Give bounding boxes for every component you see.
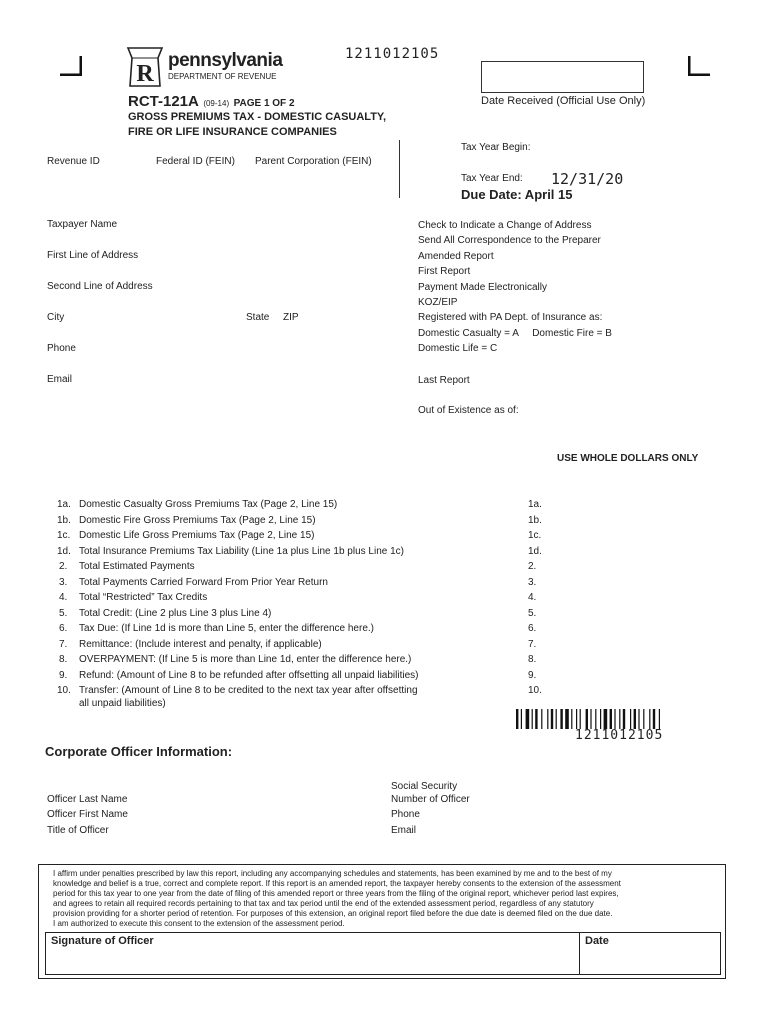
line-entry[interactable]: 6. — [528, 623, 537, 634]
date-label: Date — [585, 935, 609, 947]
tax-year-begin-label: Tax Year Begin: — [461, 142, 531, 153]
check-payment-electronic[interactable]: Payment Made Electronically — [418, 282, 547, 293]
date-received-box[interactable] — [481, 61, 644, 93]
check-change-address[interactable]: Check to Indicate a Change of Address — [418, 220, 592, 231]
officer-email-label: Email — [391, 825, 417, 836]
casualty-fire-codes: Domestic Casualty = A Domestic Fire = B — [418, 328, 612, 339]
form-title-row — [128, 93, 295, 111]
line-number: 6. — [59, 623, 68, 634]
form-version: (09-14) — [203, 99, 230, 108]
affirmation-text — [53, 869, 719, 929]
line-entry[interactable]: 2. — [528, 561, 537, 572]
check-send-preparer[interactable]: Send All Correspondence to the Preparer — [418, 235, 601, 246]
life-code: Domestic Life = C — [418, 343, 498, 354]
tax-year-end-label: Tax Year End: — [461, 173, 523, 184]
officer-phone-label: Phone — [391, 809, 420, 820]
line-description: Total Payments Carried Forward From Prior Year Return — [79, 577, 328, 588]
affirmation-line: provision providing for a shorter period of retention. For purposes of this extension, an original report filed before the due date is deemed filed on the due date. — [53, 909, 613, 918]
line-entry[interactable]: 3. — [528, 577, 537, 588]
brand-name: pennsylvania — [168, 50, 283, 71]
line-number: 1a. — [57, 499, 71, 510]
line-description: Domestic Life Gross Premiums Tax (Page 2, Line 15) — [79, 530, 315, 541]
corner-mark-top-left — [60, 56, 82, 76]
phone-label: Phone — [47, 343, 76, 354]
line-entry[interactable]: 7. — [528, 639, 537, 650]
line-description: OVERPAYMENT: (If Line 5 is more than Line 1d, enter the difference here.) — [79, 654, 412, 665]
address1-label: First Line of Address — [47, 250, 139, 261]
officer-last-name-label: Officer Last Name — [47, 794, 128, 805]
whole-dollars-note: USE WHOLE DOLLARS ONLY — [557, 453, 699, 464]
page-label: PAGE 1 OF 2 — [233, 98, 295, 109]
line-number: 7. — [59, 639, 68, 650]
check-amended-report[interactable]: Amended Report — [418, 251, 494, 262]
out-of-existence-label: Out of Existence as of: — [418, 405, 519, 416]
line-number: 1c. — [57, 530, 71, 541]
affirmation-line: knowledge and belief is a true, correct and complete report. If this report is an amended report, the taxpayer hereby consents to the extension of the assessment — [53, 879, 621, 888]
form-title-line2: FIRE OR LIFE INSURANCE COMPANIES — [128, 126, 337, 138]
officer-ssn-label-2: Number of Officer — [391, 794, 470, 805]
line-number: 10. — [57, 685, 71, 696]
line-number: 5. — [59, 608, 68, 619]
check-koz-eip[interactable]: KOZ/EIP — [418, 297, 458, 308]
line-description: Total Estimated Payments — [79, 561, 195, 572]
form-title-line1: GROSS PREMIUMS TAX - DOMESTIC CASUALTY, — [128, 111, 387, 123]
state-label: State — [246, 312, 270, 323]
line-entry[interactable]: 8. — [528, 654, 537, 665]
affirmation-line: and agrees to retain all required records pertaining to that tax and tax period until the end of the extended assessment period, regardless of any statutory — [53, 899, 594, 908]
officer-ssn-label-1: Social Security — [391, 781, 458, 792]
line-description: Remittance: (Include interest and penalty, if applicable) — [79, 639, 322, 650]
form-code: RCT-121A — [128, 93, 199, 110]
affirmation-line: I am authorized to execute this consent to the extension of the assessment period. — [53, 919, 345, 928]
keystone-logo-icon — [126, 46, 164, 88]
corner-mark-top-right — [688, 56, 710, 76]
line-number: 9. — [59, 670, 68, 681]
registered-label: Registered with PA Dept. of Insurance as: — [418, 312, 603, 323]
city-label: City — [47, 312, 65, 323]
line-entry[interactable]: 1b. — [528, 515, 542, 526]
line-description: Tax Due: (If Line 1d is more than Line 5, enter the difference here.) — [79, 623, 374, 634]
line-entry[interactable]: 4. — [528, 592, 537, 603]
line-entry[interactable]: 1c. — [528, 530, 542, 541]
line-description: Domestic Casualty Gross Premiums Tax (Page 2, Line 15) — [79, 499, 338, 510]
line-entry[interactable]: 10. — [528, 685, 542, 696]
parent-corp-label: Parent Corporation (FEIN) — [255, 156, 372, 167]
bottom-barcode-number: 1211012105 — [575, 728, 664, 743]
line-number: 8. — [59, 654, 68, 665]
due-date: Due Date: April 15 — [461, 187, 573, 202]
officer-heading: Corporate Officer Information: — [45, 744, 233, 759]
officer-first-name-label: Officer First Name — [47, 809, 128, 820]
line-description-continued: all unpaid liabilities) — [79, 698, 166, 709]
line-entry[interactable]: 9. — [528, 670, 537, 681]
line-description: Total “Restricted” Tax Credits — [79, 592, 208, 603]
line-number: 2. — [59, 561, 68, 572]
line-number: 4. — [59, 592, 68, 603]
line-entry[interactable]: 1d. — [528, 546, 542, 557]
svg-text:R: R — [136, 61, 154, 87]
line-number: 3. — [59, 577, 68, 588]
revenue-id-label: Revenue ID — [47, 156, 100, 167]
date-received-label: Date Received (Official Use Only) — [481, 95, 646, 107]
line-entry[interactable]: 1a. — [528, 499, 542, 510]
barcode-image — [516, 709, 724, 729]
line-description: Total Insurance Premiums Tax Liability (Line 1a plus Line 1b plus Line 1c) — [79, 546, 404, 557]
taxpayer-name-label: Taxpayer Name — [47, 219, 118, 230]
federal-id-label: Federal ID (FEIN) — [156, 156, 235, 167]
zip-label: ZIP — [283, 312, 299, 323]
check-first-report[interactable]: First Report — [418, 266, 471, 277]
line-entry[interactable]: 5. — [528, 608, 537, 619]
department-name: DEPARTMENT OF REVENUE — [168, 72, 277, 81]
line-description: Transfer: (Amount of Line 8 to be credited to the next tax year after offsetting — [79, 685, 418, 696]
top-barcode-number: 1211012105 — [345, 46, 440, 62]
affirmation-line: period for this tax year to one year from the date of filing of this amended report or three years from the filing of the original report, whichever period last expires, — [53, 889, 619, 898]
officer-title-label: Title of Officer — [47, 825, 109, 836]
email-label: Email — [47, 374, 73, 385]
address2-label: Second Line of Address — [47, 281, 153, 292]
line-number: 1d. — [57, 546, 71, 557]
line-number: 1b. — [57, 515, 71, 526]
check-last-report[interactable]: Last Report — [418, 375, 470, 386]
signature-label: Signature of Officer — [51, 935, 154, 947]
line-description: Domestic Fire Gross Premiums Tax (Page 2, Line 15) — [79, 515, 316, 526]
header-divider — [399, 140, 400, 198]
line-description: Total Credit: (Line 2 plus Line 3 plus Line 4) — [79, 608, 272, 619]
tax-year-end-value: 12/31/20 — [551, 170, 624, 188]
affirmation-line: I affirm under penalties prescribed by law this report, including any accompanying schedules and statements, has been examined by me and to the best of my — [53, 869, 612, 878]
line-description: Refund: (Amount of Line 8 to be refunded after offsetting all unpaid liabilities) — [79, 670, 419, 681]
